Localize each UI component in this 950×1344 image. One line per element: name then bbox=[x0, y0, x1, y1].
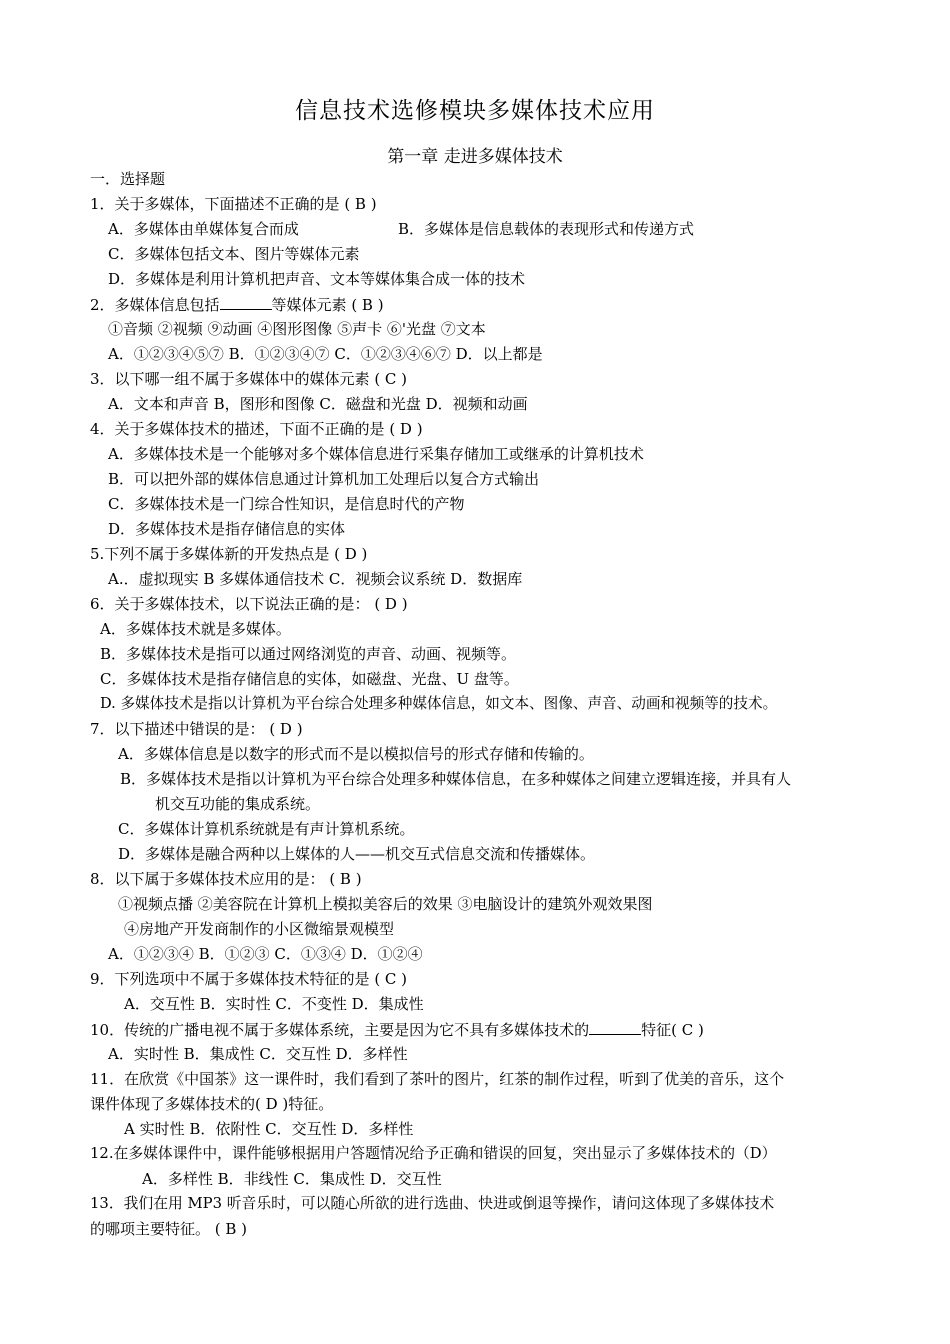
option-line: C．多媒体包括文本、图片等媒体元素 bbox=[108, 245, 360, 263]
option-line: A 实时性 B．依附性 C．交互性 D．多样性 bbox=[124, 1120, 414, 1138]
chapter-heading: 第一章 走进多媒体技术 bbox=[387, 147, 563, 167]
option-line: A．多媒体技术就是多媒体。 bbox=[100, 620, 291, 638]
question-1: 1．关于多媒体，下面描述不正确的是 ( B ) bbox=[90, 195, 377, 213]
question-13: 13．我们在用 MP3 听音乐时，可以随心所欲的进行选曲、快进或倒退等操作，请问这体现了多媒体技术 bbox=[90, 1195, 775, 1212]
question-5: 5.下列不属于多媒体新的开发热点是 ( D ) bbox=[90, 545, 368, 563]
question-4: 4．关于多媒体技术的描述，下面不正确的是 ( D ) bbox=[90, 420, 423, 438]
question-7: 7．以下描述中错误的是： ( D ) bbox=[90, 720, 303, 738]
option-line: 机交互功能的集成系统。 bbox=[155, 795, 321, 813]
option-line: C．多媒体技术是一门综合性知识，是信息时代的产物 bbox=[108, 495, 465, 513]
option-line: B．多媒体是信息载体的表现形式和传递方式 bbox=[398, 220, 695, 238]
option-line: A.．虚拟现实 B 多媒体通信技术 C．视频会议系统 D．数据库 bbox=[108, 570, 523, 588]
question-8: 8．以下属于多媒体技术应用的是： ( B ) bbox=[90, 870, 362, 888]
option-line: A．多样性 B．非线性 C．集成性 D．交互性 bbox=[142, 1170, 442, 1188]
option-line: A．①②③④⑤⑦ B．①②③④⑦ C．①②③④⑥⑦ D．以上都是 bbox=[108, 345, 543, 363]
section-heading: 一．选择题 bbox=[90, 170, 166, 188]
fill-blank bbox=[589, 1019, 641, 1035]
question-12: 12.在多媒体课件中，课件能够根据用户答题情况给予正确和错误的回复，突出显示了多媒体技术的（D） bbox=[90, 1145, 777, 1162]
option-line: ④房地产开发商制作的小区微缩景观模型 bbox=[124, 920, 395, 938]
option-line: A．文本和声音 B，图形和图像 C．磁盘和光盘 D．视频和动画 bbox=[108, 395, 528, 413]
option-line: D．多媒体是融合两种以上媒体的人——机交互式信息交流和传播媒体。 bbox=[118, 845, 596, 863]
option-line: B．多媒体技术是指可以通过网络浏览的声音、动画、视频等。 bbox=[100, 645, 517, 663]
question-11: 11．在欣赏《中国茶》这一课件时，我们看到了茶叶的图片，红茶的制作过程，听到了优美的音乐，这个 bbox=[90, 1070, 785, 1088]
option-line: ①音频 ②视频 ⑨动画 ④图形图像 ⑤声卡 ⑥'光盘 ⑦文本 bbox=[108, 320, 486, 338]
question-text: 特征( C ) bbox=[641, 1021, 704, 1039]
option-line: C．多媒体技术是指存储信息的实体，如磁盘、光盘、U 盘等。 bbox=[100, 670, 519, 688]
question-2 bbox=[90, 294, 384, 315]
option-line: A．实时性 B．集成性 C．交互性 D．多样性 bbox=[108, 1045, 408, 1063]
document-title: 信息技术选修模块多媒体技术应用 bbox=[295, 98, 655, 124]
question-9: 9．下列选项中不属于多媒体技术特征的是 ( C ) bbox=[90, 970, 408, 988]
option-line: B．多媒体技术是指以计算机为平台综合处理多种媒体信息，在多种媒体之间建立逻辑连接，并具有人 bbox=[120, 770, 792, 788]
option-line: ①视频点播 ②美容院在计算机上模拟美容后的效果 ③电脑设计的建筑外观效果图 bbox=[118, 895, 653, 913]
option-line: A．多媒体由单媒体复合而成 bbox=[108, 220, 299, 238]
option-line: D．多媒体是利用计算机把声音、文本等媒体集合成一体的技术 bbox=[108, 270, 526, 288]
question-text: 等媒体元素 ( B ) bbox=[271, 296, 384, 314]
option-line: D．多媒体技术是指存储信息的实体 bbox=[108, 520, 346, 538]
question-text: 2．多媒体信息包括 bbox=[90, 296, 220, 314]
question-3: 3．以下哪一组不属于多媒体中的媒体元素 ( C ) bbox=[90, 370, 408, 388]
option-line: A．交互性 B．实时性 C．不变性 D．集成性 bbox=[124, 995, 424, 1013]
option-line: C．多媒体计算机系统就是有声计算机系统。 bbox=[118, 820, 415, 838]
option-line: A．多媒体信息是以数字的形式而不是以模拟信号的形式存储和传输的。 bbox=[118, 745, 594, 763]
question-text: 课件体现了多媒体技术的( D )特征。 bbox=[90, 1095, 334, 1113]
question-text: 的哪项主要特征。 ( B ) bbox=[90, 1220, 248, 1238]
question-10 bbox=[90, 1019, 704, 1040]
option-line: A．①②③④ B．①②③ C．①③④ D．①②④ bbox=[108, 945, 423, 963]
question-6: 6．关于多媒体技术，以下说法正确的是： ( D ) bbox=[90, 595, 408, 613]
fill-blank bbox=[220, 294, 272, 310]
question-text: 10．传统的广播电视不属于多媒体系统，主要是因为它不具有多媒体技术的 bbox=[90, 1021, 590, 1039]
option-line: D. 多媒体技术是指以计算机为平台综合处理多种媒体信息，如文本、图像、声音、动画和视频等的技术。 bbox=[100, 695, 778, 712]
option-line: B．可以把外部的媒体信息通过计算机加工处理后以复合方式输出 bbox=[108, 470, 540, 488]
option-line: A．多媒体技术是一个能够对多个媒体信息进行采集存储加工或继承的计算机技术 bbox=[108, 445, 644, 463]
